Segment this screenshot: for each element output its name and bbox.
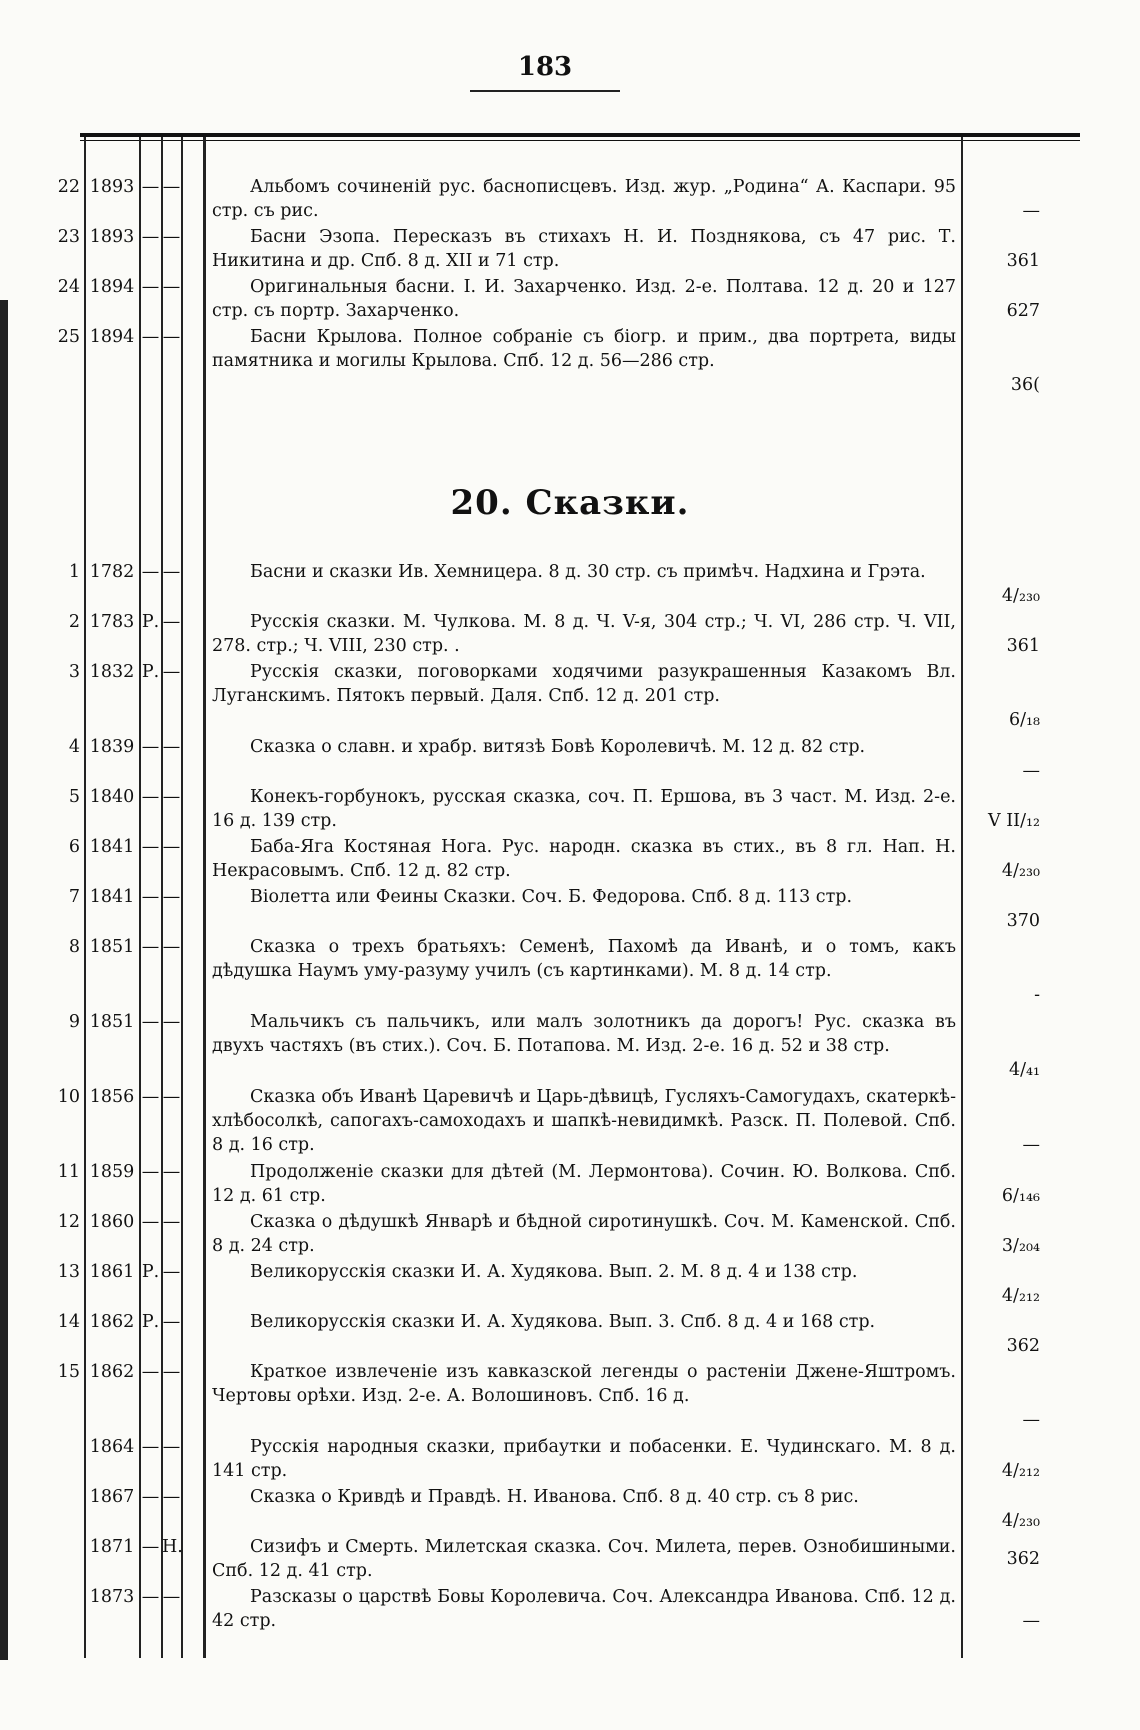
entry-year: 1860 — [89, 1212, 135, 1232]
entry-mark: — — [141, 177, 160, 197]
page-number: 183 — [517, 52, 573, 82]
entry-mark: — — [141, 1212, 160, 1232]
entry-mark: — — [141, 1587, 160, 1607]
entry-year: 1873 — [89, 1587, 135, 1607]
entry-catalog-ref: 362 — [1006, 1336, 1040, 1356]
entry-description: Баба-Яга Костяная Нога. Рус. народн. сказка въ стих., въ 8 гл. Нап. Н. Некрасовымъ. Спб. 12 д. 82 стр. — [212, 837, 956, 881]
entry-year: 1871 — [89, 1537, 135, 1557]
entry-description: Оригинальныя басни. І. И. Захарченко. Изд. 2-е. Полтава. 12 д. 20 и 127 стр. съ портр. Захарченко. — [212, 277, 956, 321]
entry-description: Продолженіе сказки для дѣтей (М. Лермонтова). Сочин. Ю. Волкова. Спб. 12 д. 61 стр. — [212, 1162, 956, 1206]
entry-number: 25 — [57, 327, 80, 347]
entry-description: Сказка объ Иванѣ Царевичѣ и Царь-дѣвицѣ, Гусляхъ-Самогудахъ, скатеркѣ-хлѣбосолкѣ, сапогахъ-самоходахъ и шапкѣ-невидимкѣ. Разск. П. Полевой. Спб. 8 д. 16 стр. — [212, 1087, 956, 1155]
entry-mark-2: — — [162, 562, 181, 582]
entry-catalog-ref: 4/₂₃₀ — [1001, 861, 1040, 881]
entry-year: 1864 — [89, 1437, 135, 1457]
entry-catalog-ref: 4/₂₁₂ — [1001, 1286, 1040, 1306]
entry-catalog-ref: 4/₂₁₂ — [1001, 1461, 1040, 1481]
entry-mark: Р. — [141, 612, 160, 632]
entry-mark-2: — — [162, 1162, 181, 1182]
entry-year: 1859 — [89, 1162, 135, 1182]
entry-description: Русскія сказки. М. Чулкова. М. 8 д. Ч. V-я, 304 стр.; Ч. VI, 286 стр. Ч. VII, 278. стр.; Ч. VIII, 230 стр. . — [212, 612, 956, 656]
entry-mark-2: — — [162, 227, 181, 247]
entry-mark-2: — — [162, 887, 181, 907]
entry-description: Басни Эзопа. Пересказъ въ стихахъ Н. И. Позднякова, съ 47 рис. Т. Никитина и др. Спб. 8 д. XII и 71 стр. — [212, 227, 956, 271]
entry-number: 14 — [57, 1312, 80, 1332]
table-row — [0, 1585, 1140, 1645]
entry-year: 1841 — [89, 887, 135, 907]
entry-number: 7 — [68, 887, 80, 907]
entry-mark-2: — — [162, 1487, 181, 1507]
entry-mark: — — [141, 787, 160, 807]
entry-number: 1 — [68, 562, 80, 582]
entry-number: 9 — [68, 1012, 80, 1032]
entry-mark-2: — — [162, 1587, 181, 1607]
entry-description: Сказка о дѣдушкѣ Январѣ и бѣдной сиротинушкѣ. Соч. М. Каменской. Спб. 8 д. 24 стр. — [212, 1212, 956, 1256]
entry-description: Басни Крылова. Полное собраніе съ біогр. и прим., два портрета, виды памятника и могилы Крылова. Спб. 12 д. 56—286 стр. — [212, 327, 956, 371]
entry-mark: — — [141, 1487, 160, 1507]
entry-year: 1782 — [89, 562, 135, 582]
entry-description: Басни и сказки Ив. Хемницера. 8 д. 30 стр. съ примѣч. Надхина и Грэта. — [250, 562, 926, 582]
entry-number: 6 — [68, 837, 80, 857]
entry-mark-2: — — [162, 1087, 181, 1107]
entry-catalog-ref: — — [1022, 1611, 1040, 1631]
entry-mark: — — [141, 1437, 160, 1457]
entry-year: 1856 — [89, 1087, 135, 1107]
entry-catalog-ref: 370 — [1006, 911, 1040, 931]
entry-catalog-ref: 6/₁₈ — [1008, 710, 1040, 730]
entry-catalog-ref: 362 — [1006, 1549, 1040, 1569]
entry-catalog-ref: 361 — [1006, 251, 1040, 271]
entry-mark-2: — — [162, 1012, 181, 1032]
page-number-rule — [470, 90, 620, 92]
entry-catalog-ref: 3/₂₀₄ — [1001, 1236, 1040, 1256]
entry-number: 12 — [57, 1212, 80, 1232]
entry-description: Русскія народныя сказки, прибаутки и побасенки. Е. Чудинскаго. М. 8 д. 141 стр. — [212, 1437, 956, 1481]
entry-mark: — — [141, 1012, 160, 1032]
entry-mark: — — [141, 1362, 160, 1382]
entry-catalog-ref: V II/₁₂ — [988, 811, 1040, 831]
entry-year: 1783 — [89, 612, 135, 632]
entry-number: 8 — [68, 937, 80, 957]
entry-year: 1839 — [89, 737, 135, 757]
entry-year: 1841 — [89, 837, 135, 857]
entry-number: 4 — [68, 737, 80, 757]
entry-mark-2: — — [162, 1437, 181, 1457]
entry-mark-2: — — [162, 177, 181, 197]
entry-mark-2: — — [162, 612, 181, 632]
entry-mark-2: — — [162, 662, 181, 682]
entry-number: 13 — [57, 1262, 80, 1282]
entry-mark: — — [141, 837, 160, 857]
entry-description: Разсказы о царствѣ Бовы Королевича. Соч. Александра Иванова. Спб. 12 д. 42 стр. — [212, 1587, 956, 1631]
table-top-rule — [80, 133, 1080, 137]
entry-mark: — — [141, 327, 160, 347]
entry-mark: Р. — [141, 662, 160, 682]
entry-number: 23 — [57, 227, 80, 247]
entry-mark-2: — — [162, 1312, 181, 1332]
entry-mark-2: — — [162, 837, 181, 857]
entry-number: 22 — [57, 177, 80, 197]
entry-mark-2: — — [162, 327, 181, 347]
entry-catalog-ref: 4/₄₁ — [1008, 1060, 1040, 1080]
entry-description: Краткое извлеченіе изъ кавказской легенды о растеніи Джене-Яштромъ. Чертовы орѣхи. Изд. 2-е. А. Волошиновъ. Спб. 16 д. — [212, 1362, 956, 1406]
entry-description: Сказка о Кривдѣ и Правдѣ. Н. Иванова. Спб. 8 д. 40 стр. съ 8 рис. — [250, 1487, 859, 1507]
entry-mark: — — [141, 277, 160, 297]
entry-description: Великорусскія сказки И. А. Худякова. Вып. 2. М. 8 д. 4 и 138 стр. — [250, 1262, 858, 1282]
entry-catalog-ref: 6/₁₄₆ — [1001, 1186, 1040, 1206]
section-title: 20. Сказки. — [450, 483, 690, 523]
entry-mark: — — [141, 1537, 160, 1557]
entry-year: 1894 — [89, 277, 135, 297]
entry-mark-2: — — [162, 937, 181, 957]
entry-number: 15 — [57, 1362, 80, 1382]
entry-year: 1851 — [89, 1012, 135, 1032]
entry-mark: — — [141, 887, 160, 907]
table-row — [0, 1010, 1140, 1080]
entry-catalog-ref: — — [1022, 1135, 1040, 1155]
entry-description: Сказка о трехъ братьяхъ: Семенѣ, Пахомѣ да Иванѣ, и о томъ, какъ дѣдушка Наумъ уму-разуму училъ (съ картинками). М. 8 д. 14 стр. — [212, 937, 956, 981]
entry-catalog-ref: 627 — [1006, 301, 1040, 321]
entry-number: 3 — [68, 662, 80, 682]
entry-mark: — — [141, 937, 160, 957]
entry-catalog-ref: 4/₂₃₀ — [1001, 1511, 1040, 1531]
entry-number: 10 — [57, 1087, 80, 1107]
entry-mark-2: — — [162, 737, 181, 757]
entry-mark-2: — — [162, 1212, 181, 1232]
entry-description: Великорусскія сказки И. А. Худякова. Вып. 3. Спб. 8 д. 4 и 168 стр. — [250, 1312, 876, 1332]
entry-number: 2 — [68, 612, 80, 632]
table-row — [0, 1085, 1140, 1155]
entry-year: 1893 — [89, 177, 135, 197]
entry-mark-2: Н. — [162, 1537, 183, 1557]
entry-year: 1861 — [89, 1262, 135, 1282]
entry-year: 1893 — [89, 227, 135, 247]
entry-mark: — — [141, 227, 160, 247]
entry-mark-2: — — [162, 1362, 181, 1382]
entry-year: 1862 — [89, 1312, 135, 1332]
entry-mark: Р. — [141, 1312, 160, 1332]
entry-year: 1832 — [89, 662, 135, 682]
entry-mark: — — [141, 562, 160, 582]
entry-catalog-ref: 4/₂₃₀ — [1001, 586, 1040, 606]
entry-description: Віолетта или Феины Сказки. Соч. Б. Федорова. Спб. 8 д. 113 стр. — [250, 887, 853, 907]
entry-mark: — — [141, 737, 160, 757]
table-row — [0, 325, 1140, 395]
entry-mark-2: — — [162, 277, 181, 297]
entry-catalog-ref: - — [1034, 985, 1040, 1005]
table-row — [0, 660, 1140, 730]
entry-catalog-ref: — — [1022, 1410, 1040, 1430]
entry-number: 5 — [68, 787, 80, 807]
entry-mark: — — [141, 1162, 160, 1182]
entry-description: Конекъ-горбунокъ, русская сказка, соч. П. Ершова, въ 3 част. М. Изд. 2-е. 16 д. 139 стр. — [212, 787, 956, 831]
table-top-rule-thin — [80, 140, 1080, 141]
entry-description: Русскія сказки, поговорками ходячими разукрашенныя Казакомъ Вл. Луганскимъ. Пятокъ первый. Даля. Спб. 12 д. 201 стр. — [212, 662, 956, 706]
entry-year: 1894 — [89, 327, 135, 347]
entry-mark: Р. — [141, 1262, 160, 1282]
entry-number: 11 — [57, 1162, 80, 1182]
entry-catalog-ref: — — [1022, 201, 1040, 221]
entry-year: 1867 — [89, 1487, 135, 1507]
entry-description: Сизифъ и Смерть. Милетская сказка. Соч. Милета, перев. Ознобишиными. Спб. 12 д. 41 стр. — [212, 1537, 956, 1581]
entry-year: 1862 — [89, 1362, 135, 1382]
entry-mark: — — [141, 1087, 160, 1107]
entry-catalog-ref: 361 — [1006, 636, 1040, 656]
entry-description: Альбомъ сочиненій рус. баснописцевъ. Изд. жур. „Родина“ А. Каспари. 95 стр. съ рис. — [212, 177, 956, 221]
entry-catalog-ref: — — [1022, 761, 1040, 781]
entry-mark-2: — — [162, 787, 181, 807]
entry-year: 1840 — [89, 787, 135, 807]
entry-year: 1851 — [89, 937, 135, 957]
entry-description: Сказка о славн. и храбр. витязѣ Бовѣ Королевичѣ. М. 12 д. 82 стр. — [250, 737, 866, 757]
entry-mark-2: — — [162, 1262, 181, 1282]
entry-number: 24 — [57, 277, 80, 297]
table-row — [0, 935, 1140, 1005]
table-row — [0, 1360, 1140, 1430]
entry-description: Мальчикъ съ пальчикъ, или малъ золотникъ да дорогъ! Рус. сказка въ двухъ частяхъ (въ стих.). Соч. Б. Потапова. М. Изд. 2-е. 16 д. 52 и 38 стр. — [212, 1012, 956, 1056]
entry-catalog-ref: 36( — [1010, 375, 1040, 395]
